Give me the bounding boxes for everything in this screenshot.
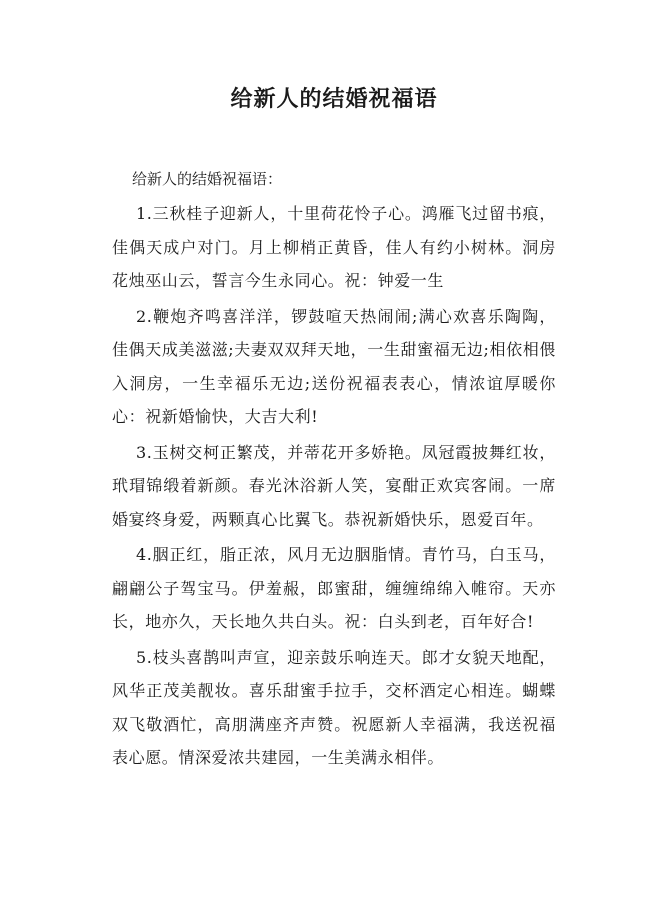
intro-line: 给新人的结婚祝福语： (132, 170, 283, 188)
document-title: 给新人的结婚祝福语 (230, 87, 438, 112)
blessing-paragraph-4: 4.胭正红，脂正浓，风月无边胭脂情。青竹马，白玉马，翩翩公子驾宝马。伊羞赧，郎蜜甜，缠缠绵绵入帷帘。天亦长，地亦久，天长地久共白头。祝：白头到老，百年好合! (112, 545, 556, 631)
blessing-paragraph-5: 5.枝头喜鹊叫声宣，迎亲鼓乐响连天。郎才女貌天地配，风华正茂美靓妆。喜乐甜蜜手拉手，交杯酒定心相连。蝴蝶双飞敬酒忙，高朋满座齐声赞。祝愿新人幸福满，我送祝福表心愿。情深爱浓共建园，一生美满永相伴。 (112, 647, 556, 767)
blessing-paragraph-3: 3.玉树交柯正繁茂，并蒂花开多娇艳。凤冠霞披舞红妆，玳瑁锦缎着新颜。春光沐浴新人笑，宴酣正欢宾客闹。一席婚宴终身爱，两颗真心比翼飞。恭祝新婚快乐，恩爱百年。 (112, 442, 556, 529)
blessing-paragraph-2: 2.鞭炮齐鸣喜洋洋，锣鼓喧天热闹闹;满心欢喜乐陶陶，佳偶天成美滋滋;夫妻双双拜天地，一生甜蜜福无边;相依相偎入洞房，一生幸福乐无边;送份祝福表表心，情浓谊厚暖你心：祝新婚愉快，大吉大利! (112, 306, 556, 426)
blessing-paragraph-1: 1.三秋桂子迎新人，十里荷花怜子心。鸿雁飞过留书痕，佳偶天成户对门。月上柳梢正黄昏，佳人有约小树林。洞房花烛巫山云，誓言今生永同心。祝：钟爱一生 (112, 204, 556, 290)
